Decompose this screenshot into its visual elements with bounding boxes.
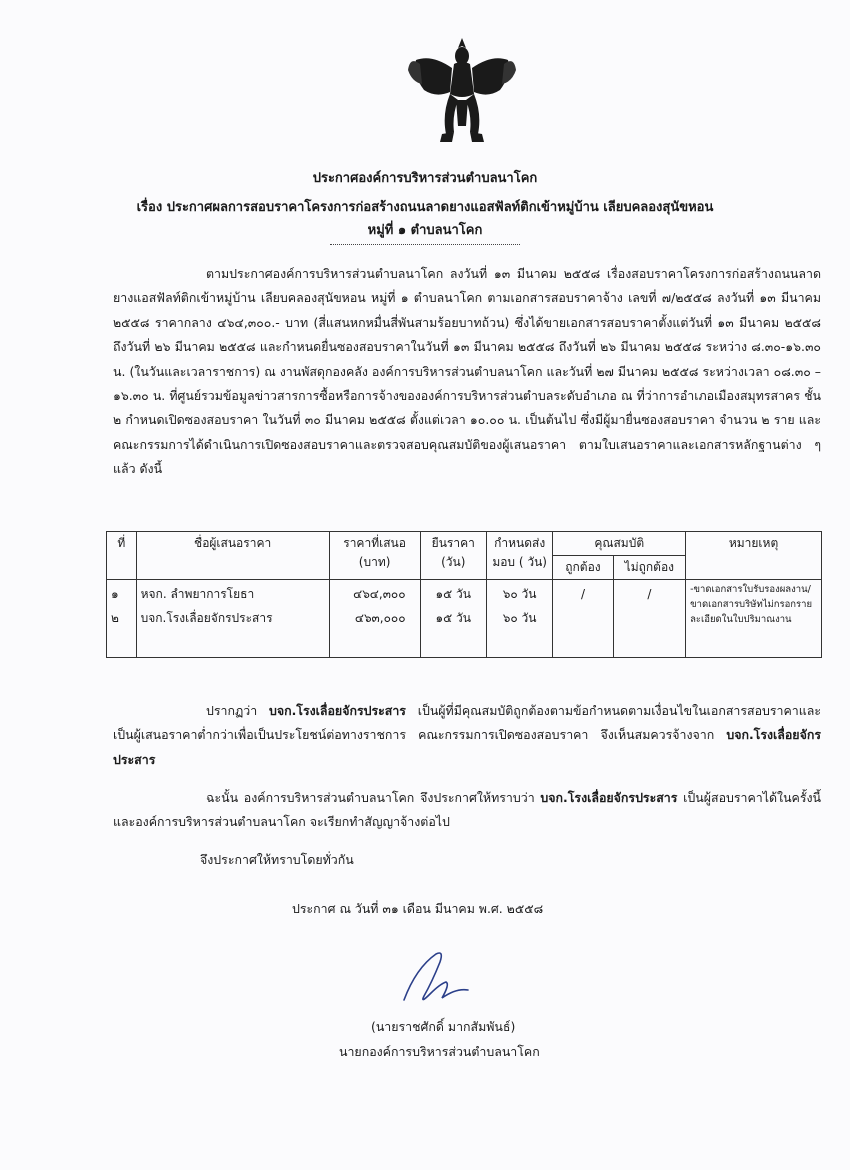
cell-validity <box>420 580 486 658</box>
paragraph-conclusion-b: เป็นผู้สอบราคาได้ในครั้งนี้และองค์การบริหารส่วนตำบลนาโคก จะเรียกทำสัญญาจ้างต่อไป <box>113 790 821 830</box>
winner-name-3: บจก.โรงเลื่อยจักรประสาร <box>540 790 678 805</box>
cell-correct <box>553 580 613 658</box>
row2-validity: ๑๕ วัน <box>435 611 471 625</box>
paragraph-result-b: เป็นผู้ที่มีคุณสมบัติถูกต้องตามข้อกำหนดตามเงื่อนไขในเอกสารสอบราคาและเป็นผู้เสนอราคาต่ำกว่าเพื่อเป็นประโยชน์ต่อทางราชการ คณะกรรมการเปิดซองสอบราคา จึงเห็นสมควรจ้างจาก <box>113 703 821 743</box>
cell-remark: -ขาดเอกสารใบรับรองผลงาน/ขาดเอกสารบริษัทไม่กรอกรายละเอียดในใบปริมาณงาน <box>686 580 822 658</box>
row1-price: ๔๖๔,๓๐๐ <box>353 587 406 601</box>
row1-name: หจก. ลำพยาการโยธา <box>140 587 255 601</box>
col-correct-header: ถูกต้อง <box>553 556 613 580</box>
row1-incorrect: / <box>647 587 652 601</box>
row1-no: ๑ <box>111 587 119 601</box>
col-price-header: ราคาที่เสนอ (บาท) <box>329 532 420 580</box>
signer-title: นายกองค์การบริหารส่วนตำบลนาโคก <box>339 1044 540 1059</box>
row2-delivery: ๖๐ วัน <box>502 611 537 625</box>
col-no-header: ที่ <box>107 532 137 580</box>
winner-name-2: บจก.โรงเลื่อยจักรประสาร <box>113 727 821 767</box>
paragraph-conclusion <box>113 786 821 835</box>
table-row <box>107 580 822 658</box>
cell-no <box>107 580 137 658</box>
row1-delivery: ๖๐ วัน <box>502 587 537 601</box>
col-name-header: ชื่อผู้เสนอราคา <box>136 532 329 580</box>
paragraph-announcement <box>113 262 821 482</box>
col-qualification-header: คุณสมบัติ <box>553 532 686 556</box>
col-validity-header: ยืนราคา (วัน) <box>420 532 486 580</box>
row2-no: ๒ <box>111 611 119 625</box>
garuda-emblem-icon <box>402 34 522 154</box>
paragraph-announcement-text: ตามประกาศองค์การบริหารส่วนตำบลนาโคก ลงวันที่ ๑๓ มีนาคม ๒๕๕๘ เรื่องสอบราคาโครงการก่อสร้างถนนลาดยางแอสฟัลท์ติกเข้าหมู่บ้าน เลียบคลองสุนัขหอน หมู่ที่ ๑ ตำบลนาโคก ตามเอกสารสอบราคาจ้าง เลขที่ ๗/๒๕๕๘ ลงวันที่ ๑๓ มีนาคม ๒๕๕๘ ราคากลาง ๔๖๔,๓๐๐.- บาท (สี่แสนหกหมื่นสี่พันสามร้อยบาทถ้วน) ซึ่งได้ขายเอกสารสอบราคาตั้งแต่วันที่ ๑๓ มีนาคม ๒๕๕๘ ถึงวันที่ ๒๖ มีนาคม ๒๕๕๘ และกำหนดยื่นซองสอบราคาในวันที่ ๑๓ มีนาคม ๒๕๕๘ ถึงวันที่ ๒๖ มีนาคม ๒๕๕๘ ระหว่าง ๘.๓๐-๑๖.๓๐ น. (ในวันและเวลาราชการ) ณ งานพัสดุกองคลัง องค์การบริหารส่วนตำบลนาโคก และวันที่ ๒๗ มีนาคม ๒๕๕๘ ระหว่างเวลา ๐๘.๓๐ – ๑๖.๓๐ น. ที่ศูนย์รวมข้อมูลข่าวสารการซื้อหรือการจ้างขององค์การบริหารส่วนตำบลระดับอำเภอ ณ ที่ว่าการอำเภอเมืองสมุทรสาคร ชั้น ๒ กำหนดเปิดซองสอบราคา ในวันที่ ๓๐ มีนาคม ๒๕๕๘ ตั้งแต่เวลา ๑๐.๐๐ น. เป็นต้นไป ซึ่งมีผู้มายื่นซองสอบราคา จำนวน ๒ ราย และคณะกรรมการได้ดำเนินการเปิดซองสอบราคาและตรวจสอบคุณสมบัติของผู้เสนอราคา ตามใบเสนอราคาและเอกสารหลักฐานต่าง ๆ แล้ว ดังนี้ <box>113 266 821 477</box>
paragraph-result <box>113 699 821 772</box>
row2-name: บจก.โรงเลื่อยจักรประสาร <box>140 611 273 625</box>
announcement-date: ประกาศ ณ วันที่ ๓๑ เดือน มีนาคม พ.ศ. ๒๕๕๘ <box>292 901 544 916</box>
row2-price: ๔๖๓,๐๐๐ <box>354 611 406 625</box>
subject-title-line2: หมู่ที่ ๑ ตำบลนาโคก <box>367 223 483 238</box>
cell-price <box>329 580 420 658</box>
bid-table <box>106 531 822 658</box>
subject-title: เรื่อง ประกาศผลการสอบราคาโครงการก่อสร้างถนนลาดยางแอสฟัลท์ติกเข้าหมู่บ้าน เลียบคลองสุนัขหอน <box>136 200 714 215</box>
paragraph-conclusion-a: ฉะนั้น องค์การบริหารส่วนตำบลนาโคก จึงประกาศให้ทราบว่า <box>206 790 541 805</box>
row1-validity: ๑๕ วัน <box>435 587 471 601</box>
signer-name: (นายราชศักดิ์ มากสัมพันธ์) <box>371 1019 516 1034</box>
paragraph-result-a: ปรากฏว่า <box>206 703 269 718</box>
cell-delivery <box>486 580 552 658</box>
cell-name <box>136 580 329 658</box>
signature-icon <box>396 948 476 1008</box>
col-remark-header: หมายเหตุ <box>686 532 822 580</box>
row2-correct: / <box>580 587 585 601</box>
winner-name: บจก.โรงเลื่อยจักรประสาร <box>268 703 406 718</box>
table-header-row <box>107 532 822 556</box>
cell-incorrect <box>613 580 686 658</box>
col-delivery-header: กำหนดส่งมอบ ( วัน) <box>486 532 552 580</box>
divider <box>330 244 520 245</box>
paragraph-closing: จึงประกาศให้ทราบโดยทั่วกัน <box>200 852 354 867</box>
col-incorrect-header: ไม่ถูกต้อง <box>613 556 686 580</box>
org-title: ประกาศองค์การบริหารส่วนตำบลนาโคก <box>312 171 538 186</box>
